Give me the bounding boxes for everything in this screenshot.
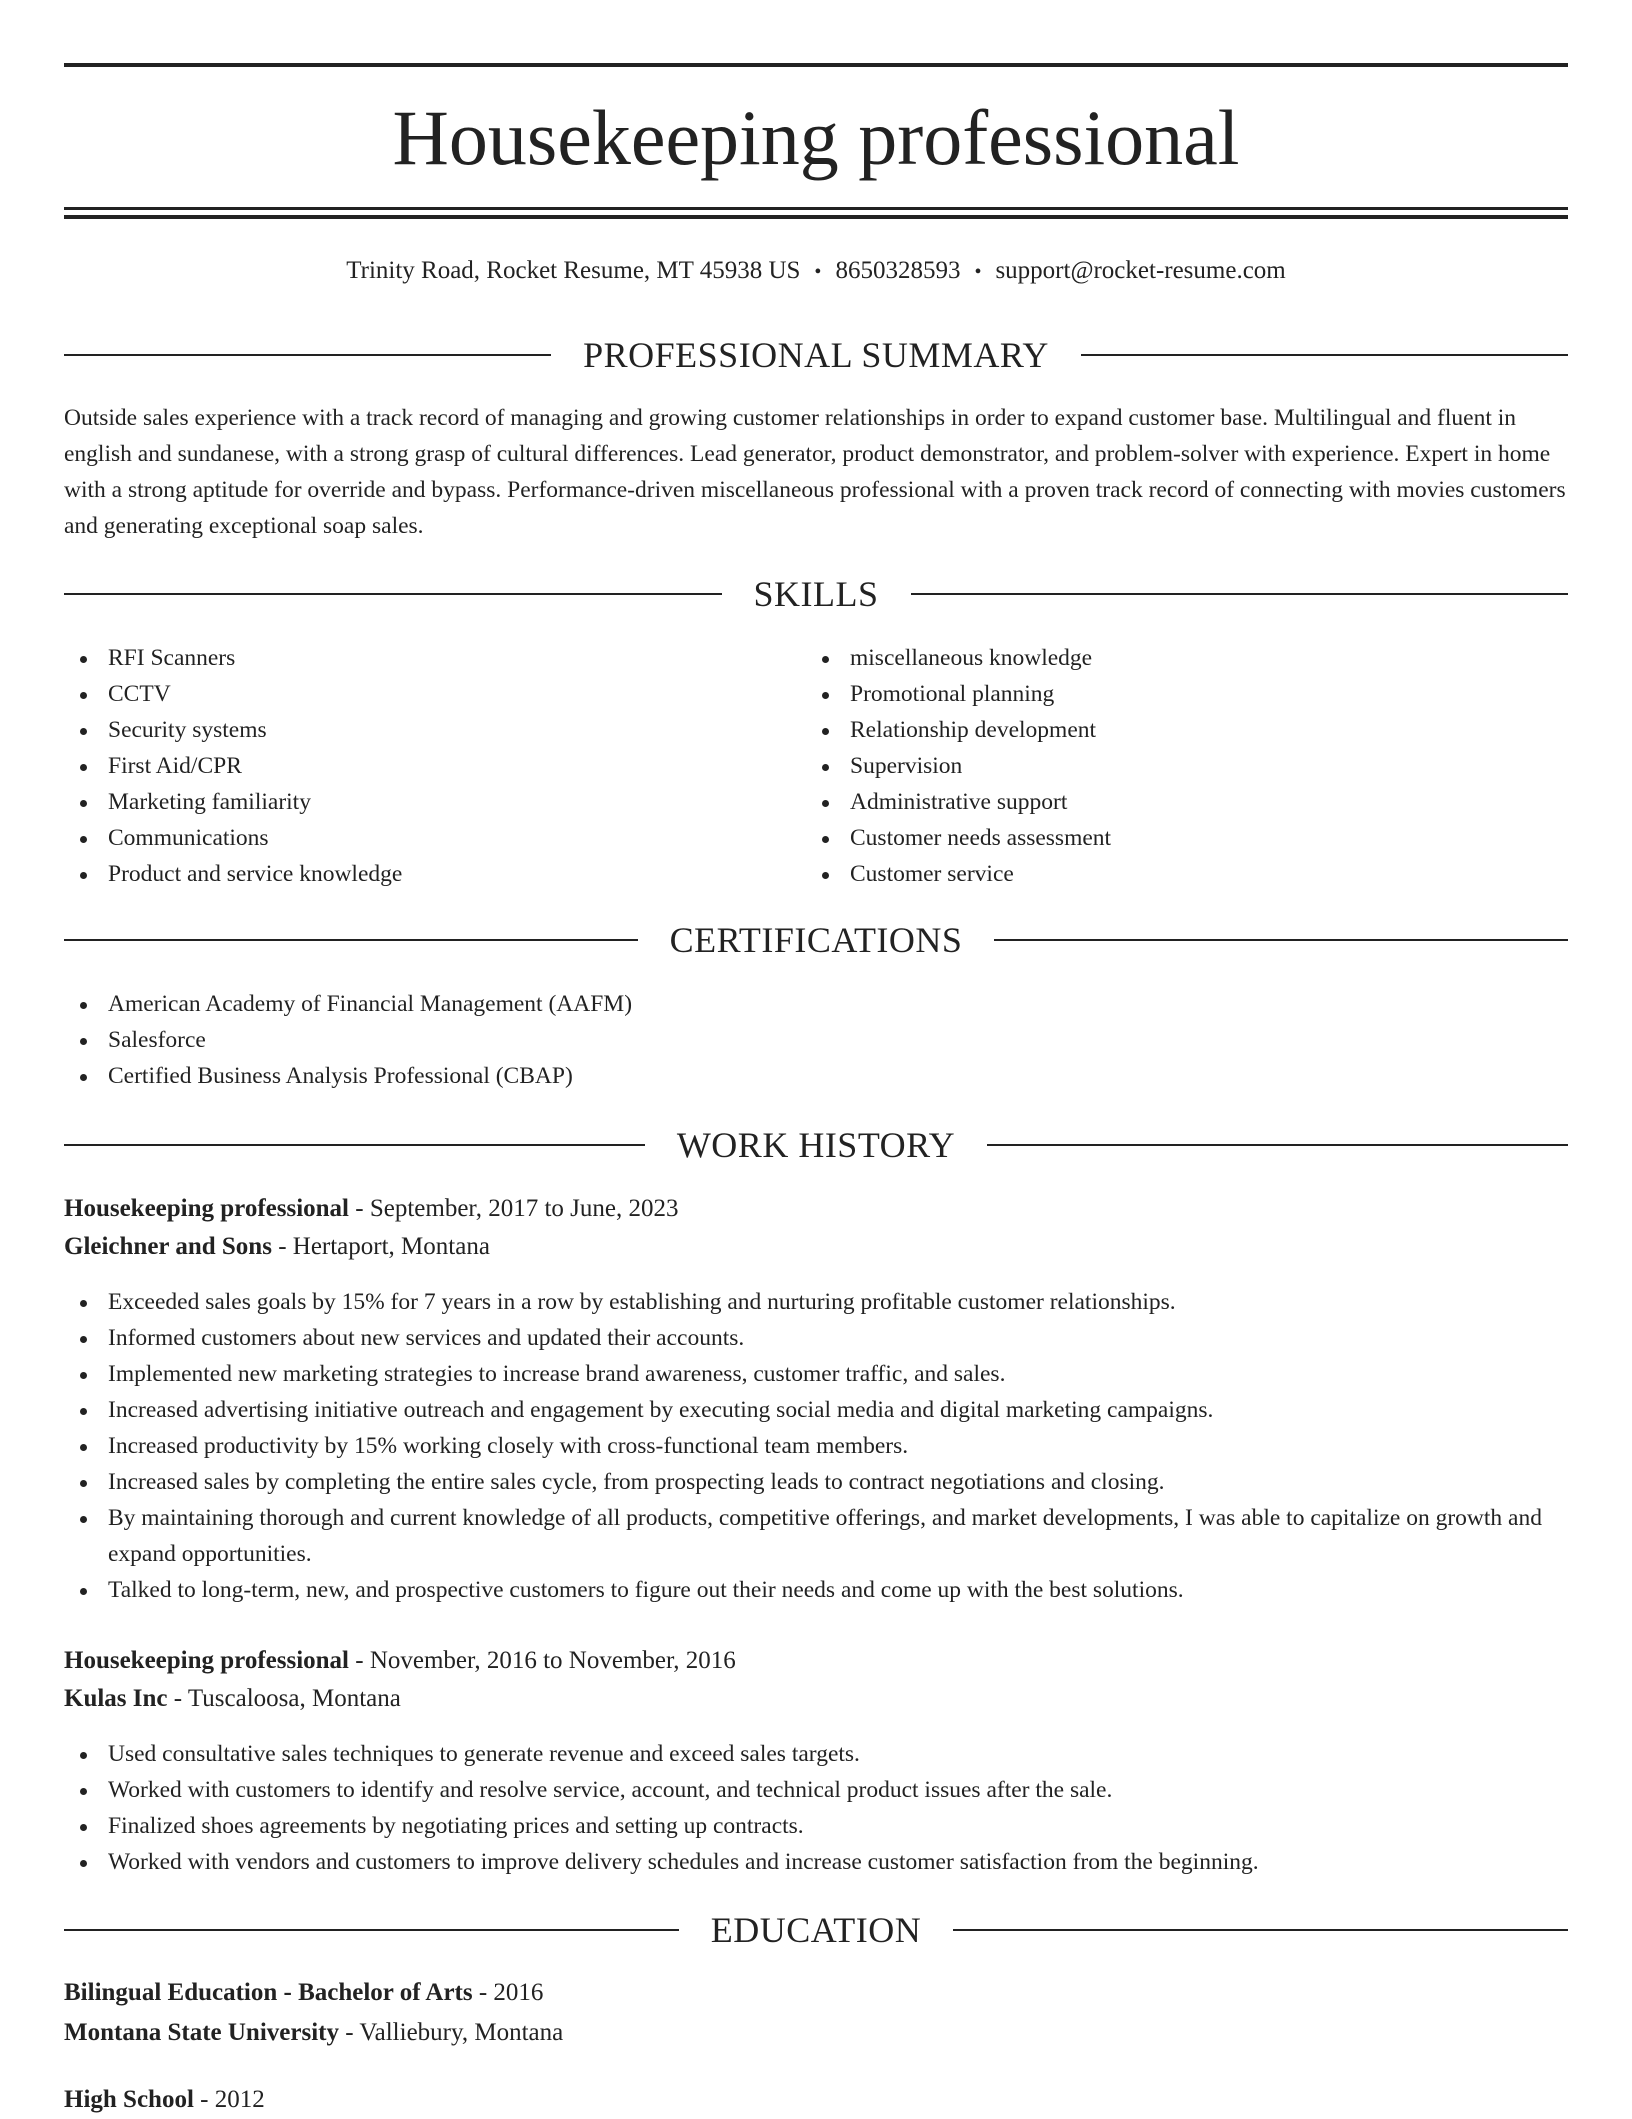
education-degree-line	[64, 1974, 1568, 2012]
skill-item: Administrative support	[806, 784, 1506, 820]
education-school-line	[64, 2014, 1568, 2052]
contact-email: support@rocket-resume.com	[995, 257, 1286, 284]
job-title: Housekeeping professional	[64, 1195, 349, 1222]
job-duty-item: Exceeded sales goals by 15% for 7 years in a row by establishing and nurturing profitable customer relationships.	[64, 1284, 1568, 1320]
summary-text: Outside sales experience with a track record of managing and growing customer relationships in order to expand customer base. Multilingual and fluent in english and sundanese, with a strong grasp of cultural differences. Lead generator, product demonstrator, and problem-solver with experience. Expert in home with a strong aptitude for override and bypass. Performance-driven miscellaneous professional with a proven track record of connecting with movies customers and generating exceptional soap sales.	[64, 405, 1566, 539]
certification-item: American Academy of Financial Management (AAFM)	[64, 986, 1568, 1022]
job-duty-item: Increased advertising initiative outreach and engagement by executing social media and digital marketing campaigns.	[64, 1392, 1568, 1428]
skills-list-right	[806, 640, 1506, 892]
job-duty-item: Implemented new marketing strategies to increase brand awareness, customer traffic, and sales.	[64, 1356, 1568, 1392]
skill-item: Relationship development	[806, 712, 1506, 748]
contact-address: Trinity Road, Rocket Resume, MT 45938 US	[346, 257, 801, 284]
job-duty-item: Informed customers about new services and updated their accounts.	[64, 1320, 1568, 1356]
skill-item: Customer needs assessment	[806, 820, 1506, 856]
education-degree: High School	[64, 2086, 194, 2113]
education-location: - Valliebury, Montana	[338, 2019, 564, 2046]
education-year: - 2016	[472, 1979, 544, 2006]
skill-item: Customer service	[806, 856, 1506, 892]
top-rule	[64, 63, 1568, 67]
job-duty-item: Talked to long-term, new, and prospective customers to figure out their needs and come up with the best solutions.	[64, 1572, 1568, 1608]
job-duty-item: Increased productivity by 15% working closely with cross-functional team members.	[64, 1428, 1568, 1464]
job-company: Gleichner and Sons	[64, 1233, 272, 1260]
section-header-education	[64, 1908, 1568, 1952]
section-rule-right	[1081, 354, 1568, 356]
job-company-line	[64, 1680, 1568, 1718]
job-duty-item: Increased sales by completing the entire sales cycle, from prospecting leads to contract negotiations and closing.	[64, 1464, 1568, 1500]
job-location: - Tuscaloosa, Montana	[167, 1685, 401, 1712]
job-duty-item: By maintaining thorough and current knowledge of all products, competitive offerings, and market developments, I was able to capitalize on growth and expand opportunities.	[64, 1500, 1568, 1572]
section-header-summary	[64, 333, 1568, 377]
section-title-work: WORK HISTORY	[676, 1125, 956, 1165]
job-location: - Hertaport, Montana	[271, 1233, 490, 1260]
section-rule-right	[994, 939, 1568, 941]
job-title-line	[64, 1642, 1568, 1680]
skill-item: Marketing familiarity	[64, 784, 764, 820]
skill-item: miscellaneous knowledge	[806, 640, 1506, 676]
skill-item: Security systems	[64, 712, 764, 748]
certifications-list	[64, 986, 1568, 1094]
contact-phone: 8650328593	[835, 257, 961, 284]
section-rule-right	[911, 593, 1569, 595]
section-header-work	[64, 1123, 1568, 1167]
skills-list-left	[64, 640, 764, 892]
double-rule-lower	[64, 215, 1568, 219]
contact-line	[64, 254, 1568, 289]
section-title-education: EDUCATION	[710, 1910, 922, 1950]
education-degree: Bilingual Education - Bachelor of Arts	[64, 1979, 473, 2006]
section-rule-left	[64, 354, 551, 356]
education-year: - 2012	[193, 2086, 265, 2113]
job-dates: - November, 2016 to November, 2016	[349, 1647, 736, 1674]
contact-separator: •	[974, 261, 982, 283]
section-rule-left	[64, 593, 722, 595]
job-company-line	[64, 1228, 1568, 1266]
job-title-line	[64, 1190, 1568, 1228]
job-dates: - September, 2017 to June, 2023	[349, 1195, 679, 1222]
double-rule	[64, 207, 1568, 219]
education-school: Montana State University	[64, 2019, 339, 2046]
resume-name: Housekeeping professional	[392, 94, 1240, 181]
section-rule-right	[987, 1144, 1568, 1146]
section-title-summary: PROFESSIONAL SUMMARY	[583, 335, 1049, 375]
skill-item: First Aid/CPR	[64, 748, 764, 784]
skill-item: CCTV	[64, 676, 764, 712]
section-header-certifications	[64, 918, 1568, 962]
skill-item: Product and service knowledge	[64, 856, 764, 892]
section-header-skills	[64, 572, 1568, 616]
job-duty-item: Worked with vendors and customers to improve delivery schedules and increase customer satisfaction from the beginning.	[64, 1844, 1568, 1880]
section-rule-right	[953, 1929, 1568, 1931]
job-duty-item: Used consultative sales techniques to generate revenue and exceed sales targets.	[64, 1736, 1568, 1772]
contact-separator: •	[814, 261, 822, 283]
skill-item: Communications	[64, 820, 764, 856]
job-duties-list	[64, 1736, 1568, 1880]
education-degree-line	[64, 2081, 1568, 2119]
certification-item: Salesforce	[64, 1022, 1568, 1058]
skill-item: Supervision	[806, 748, 1506, 784]
double-rule-upper	[64, 207, 1568, 210]
job-duty-item: Worked with customers to identify and resolve service, account, and technical product issues after the sale.	[64, 1772, 1568, 1808]
job-company: Kulas Inc	[64, 1685, 168, 1712]
section-rule-left	[64, 939, 638, 941]
job-duties-list	[64, 1284, 1568, 1608]
skill-item: RFI Scanners	[64, 640, 764, 676]
job-duty-item: Finalized shoes agreements by negotiating prices and setting up contracts.	[64, 1808, 1568, 1844]
section-title-certifications: CERTIFICATIONS	[669, 920, 963, 960]
section-rule-left	[64, 1929, 679, 1931]
job-title: Housekeeping professional	[64, 1647, 349, 1674]
section-rule-left	[64, 1144, 645, 1146]
certification-item: Certified Business Analysis Professional (CBAP)	[64, 1058, 1568, 1094]
section-title-skills: SKILLS	[753, 574, 879, 614]
skill-item: Promotional planning	[806, 676, 1506, 712]
